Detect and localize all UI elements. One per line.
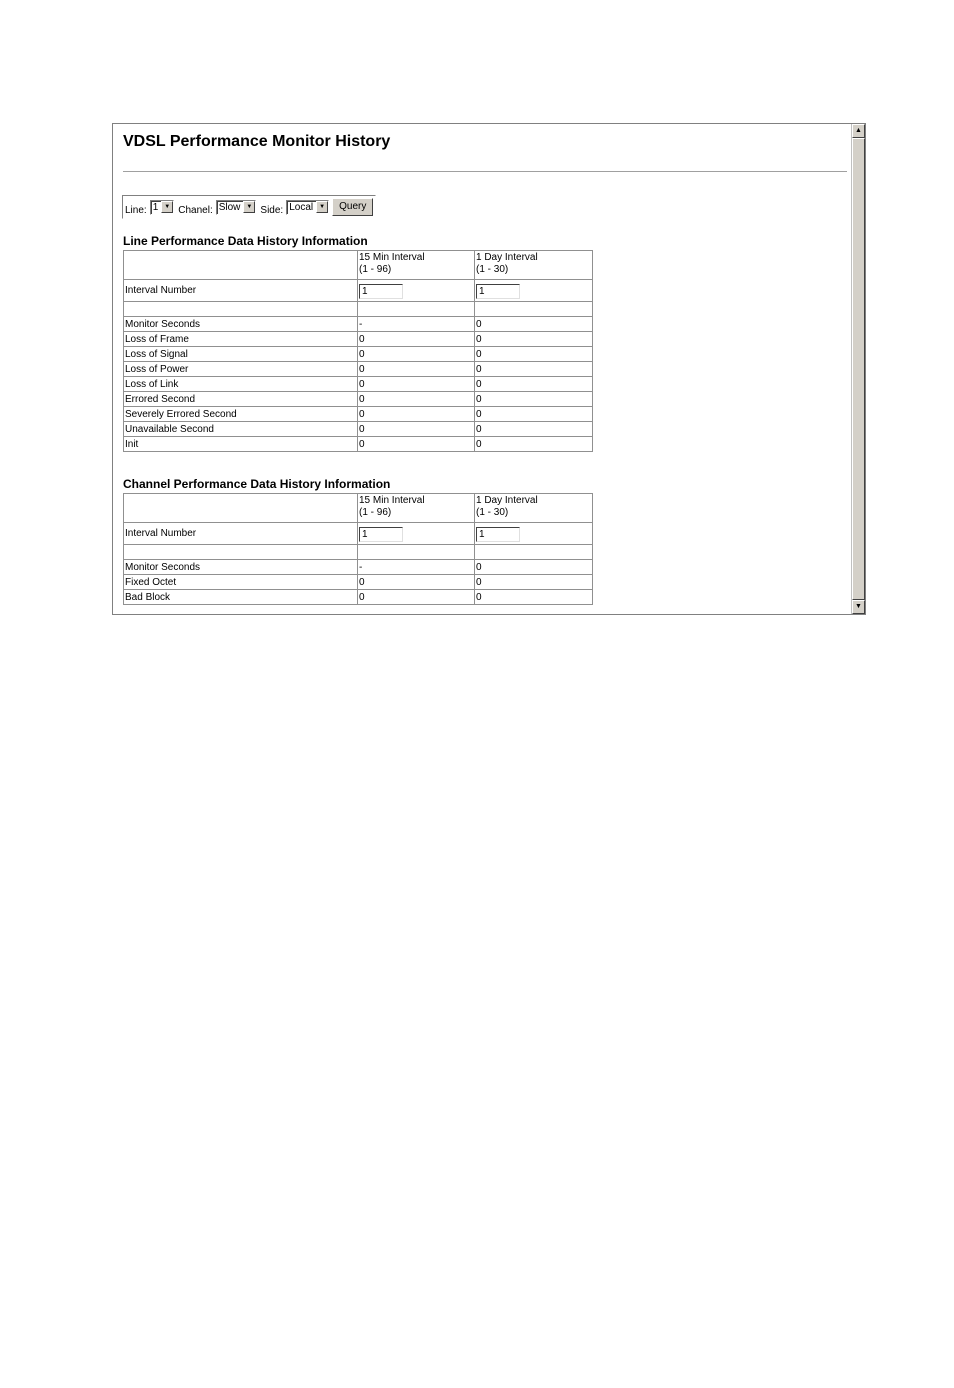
row-label: Loss of Signal [124,347,358,362]
chanel-label: Chanel: [178,204,213,216]
row-label: Fixed Octet [124,575,358,590]
title-divider [123,171,847,172]
page-content [113,124,851,614]
interval-1day-cell [475,280,593,302]
row-1day-value: 0 [475,392,593,407]
table-row [124,560,593,575]
row-15min-value: - [358,560,475,575]
spacer-cell [124,302,358,317]
header-1day [475,251,593,280]
row-15min-value: 0 [358,422,475,437]
row-label: Loss of Link [124,377,358,392]
row-15min-value: 0 [358,362,475,377]
scrollbar-thumb[interactable] [852,138,865,600]
query-toolbar [122,195,376,219]
row-label: Monitor Seconds [124,560,358,575]
row-1day-value: 0 [475,437,593,452]
side-select[interactable] [286,200,329,215]
table-row [124,590,593,605]
side-label: Side: [260,204,284,216]
row-1day-value: 0 [475,407,593,422]
header-15min [358,494,475,523]
chanel-select[interactable] [216,200,257,215]
browser-frame [112,123,866,615]
header-15min-range: (1 - 96) [359,264,392,275]
row-label: Unavailable Second [124,422,358,437]
row-1day-value: 0 [475,347,593,362]
vertical-scrollbar[interactable] [851,124,865,614]
interval-number-label: Interval Number [124,523,358,545]
spacer-row [124,545,593,560]
row-label: Errored Second [124,392,358,407]
row-15min-value: 0 [358,575,475,590]
table-row [124,362,593,377]
header-1day-title: 1 Day Interval [476,495,538,506]
chevron-down-icon[interactable]: ▼ [316,201,328,213]
table-row [124,347,593,362]
row-label: Init [124,437,358,452]
row-label: Severely Errored Second [124,407,358,422]
header-15min-title: 15 Min Interval [359,495,425,506]
scroll-down-arrow-icon[interactable]: ▼ [852,600,865,614]
header-1day-title: 1 Day Interval [476,252,538,263]
row-15min-value: 0 [358,590,475,605]
row-15min-value: 0 [358,347,475,362]
table-row [124,437,593,452]
line-section-heading: Line Performance Data History Information [123,234,368,248]
row-label: Loss of Power [124,362,358,377]
row-15min-value: 0 [358,392,475,407]
header-blank-cell [124,494,358,523]
row-1day-value: 0 [475,575,593,590]
spacer-row [124,302,593,317]
header-blank-cell [124,251,358,280]
table-header-row [124,494,593,523]
channel-interval-1day-input[interactable] [476,527,520,542]
line-select-value: 1 [152,201,159,213]
row-1day-value: 0 [475,560,593,575]
row-1day-value: 0 [475,317,593,332]
row-1day-value: 0 [475,422,593,437]
interval-number-row [124,523,593,545]
row-15min-value: 0 [358,332,475,347]
page-title: VDSL Performance Monitor History [123,133,391,150]
spacer-cell [358,545,475,560]
query-button[interactable]: Query [332,198,373,216]
spacer-cell [475,302,593,317]
row-15min-value: 0 [358,407,475,422]
channel-performance-table [123,493,593,605]
side-select-value: Local [289,201,314,213]
table-row [124,377,593,392]
spacer-cell [475,545,593,560]
row-1day-value: 0 [475,590,593,605]
header-1day-range: (1 - 30) [476,507,509,518]
scroll-up-arrow-icon[interactable]: ▲ [852,124,865,138]
chanel-select-value: Slow [218,201,241,213]
spacer-cell [124,545,358,560]
interval-15min-cell [358,523,475,545]
table-row [124,317,593,332]
interval-15min-cell [358,280,475,302]
line-select[interactable] [150,200,175,215]
row-label: Loss of Frame [124,332,358,347]
row-label: Bad Block [124,590,358,605]
chevron-down-icon[interactable]: ▼ [243,201,255,213]
table-row [124,422,593,437]
row-15min-value: 0 [358,437,475,452]
channel-section-heading: Channel Performance Data History Information [123,477,391,491]
table-row [124,575,593,590]
chevron-down-icon[interactable]: ▼ [161,201,173,213]
interval-number-row [124,280,593,302]
row-1day-value: 0 [475,332,593,347]
interval-1day-cell [475,523,593,545]
interval-number-label: Interval Number [124,280,358,302]
row-label: Monitor Seconds [124,317,358,332]
line-interval-1day-input[interactable] [476,284,520,299]
spacer-cell [358,302,475,317]
table-row [124,332,593,347]
channel-interval-15min-input[interactable] [359,527,403,542]
table-header-row [124,251,593,280]
header-1day [475,494,593,523]
header-15min-range: (1 - 96) [359,507,392,518]
table-row [124,392,593,407]
line-label: Line: [125,204,147,216]
header-15min-title: 15 Min Interval [359,252,425,263]
row-1day-value: 0 [475,377,593,392]
table-row [124,407,593,422]
line-interval-15min-input[interactable] [359,284,403,299]
header-1day-range: (1 - 30) [476,264,509,275]
header-15min [358,251,475,280]
row-15min-value: 0 [358,377,475,392]
row-15min-value: - [358,317,475,332]
line-performance-table [123,250,593,452]
row-1day-value: 0 [475,362,593,377]
